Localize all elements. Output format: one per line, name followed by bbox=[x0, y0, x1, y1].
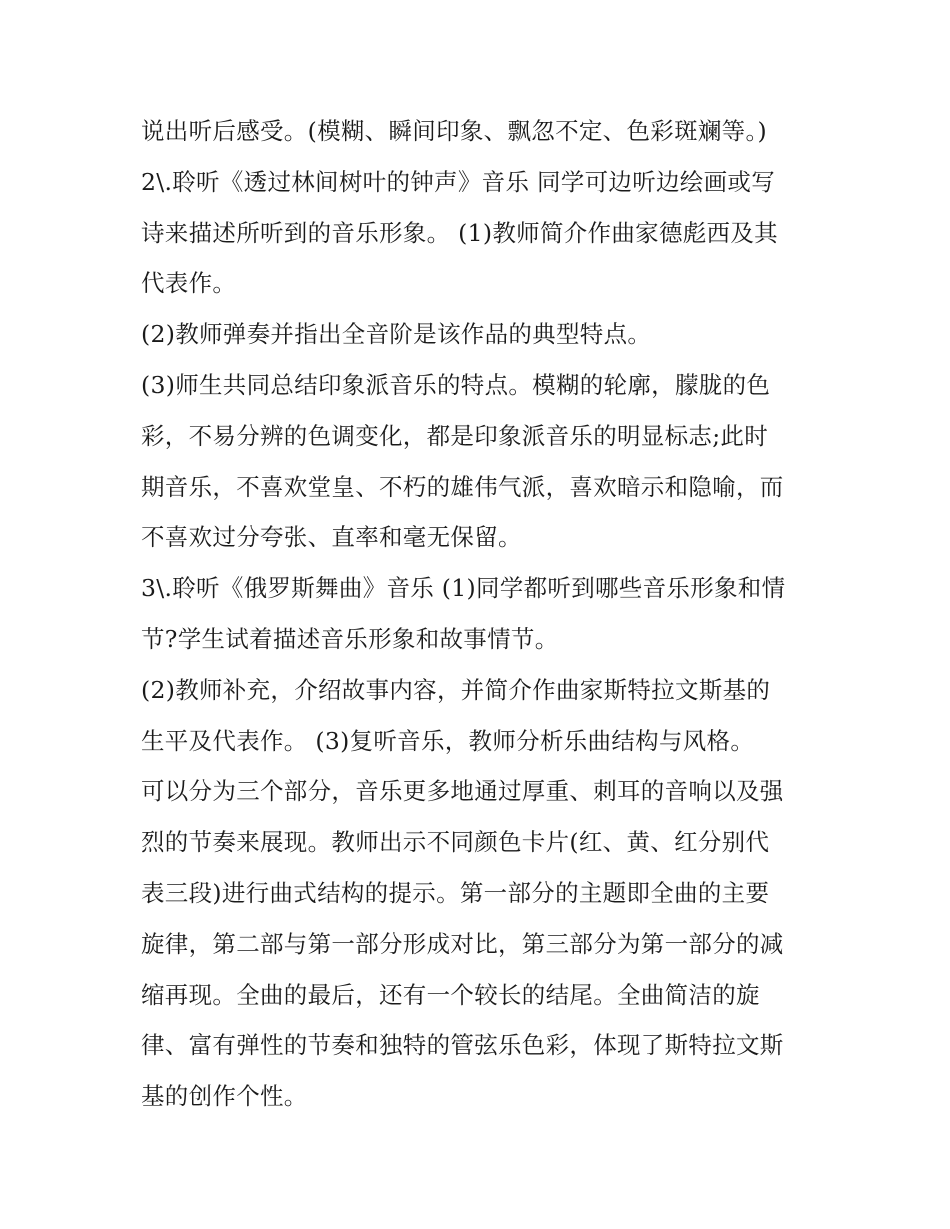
text-line: (2)教师弹奏并指出全音阶是该作品的典型特点。 bbox=[141, 320, 652, 349]
text-line: 基的创作个性。 bbox=[141, 1082, 308, 1111]
text-line: 律、富有弹性的节奏和独特的管弦乐色彩，体现了斯特拉文斯 bbox=[141, 1031, 784, 1060]
text-line: 彩，不易分辨的色调变化，都是印象派音乐的明显标志;此时 bbox=[141, 421, 769, 450]
text-line: 代表作。 bbox=[141, 269, 237, 298]
text-line: 旋律，第二部与第一部分形成对比，第三部分为第一部分的减 bbox=[141, 929, 784, 958]
text-line: 不喜欢过分夸张、直率和毫无保留。 bbox=[141, 523, 522, 552]
text-line: (2)教师补充，介绍故事内容，并简介作曲家斯特拉文斯基的 bbox=[141, 675, 771, 704]
text-line: 诗来描述所听到的音乐形象。 (1)教师简介作曲家德彪西及其 bbox=[141, 218, 778, 247]
text-line: 表三段)进行曲式结构的提示。第一部分的主题即全曲的主要 bbox=[141, 878, 770, 907]
text-line: 烈的节奏来展现。教师出示不同颜色卡片(红、黄、红分别代 bbox=[141, 828, 770, 857]
text-line: 节?学生试着描述音乐形象和故事情节。 bbox=[141, 624, 559, 653]
text-line: 可以分为三个部分，音乐更多地通过厚重、刺耳的音响以及强 bbox=[141, 777, 784, 806]
text-line: (3)师生共同总结印象派音乐的特点。模糊的轮廓，朦胧的色 bbox=[141, 370, 771, 399]
text-line: 说出听后感受。(模糊、瞬间印象、飘忽不定、色彩斑斓等。) bbox=[141, 117, 767, 145]
text-line: 生平及代表作。 (3)复听音乐，教师分析乐曲结构与风格。 bbox=[141, 726, 755, 755]
text-line: 3\.聆听《俄罗斯舞曲》音乐 (1)同学都听到哪些音乐形象和情 bbox=[141, 574, 786, 603]
document-body bbox=[141, 106, 821, 1122]
text-line: 缩再现。全曲的最后，还有一个较长的结尾。全曲简洁的旋 bbox=[141, 980, 760, 1009]
text-line: 期音乐，不喜欢堂皇、不朽的雄伟气派，喜欢暗示和隐喻，而 bbox=[141, 472, 784, 501]
text-line: 2\.聆听《透过林间树叶的钟声》音乐 同学可边听边绘画或写 bbox=[141, 167, 776, 196]
